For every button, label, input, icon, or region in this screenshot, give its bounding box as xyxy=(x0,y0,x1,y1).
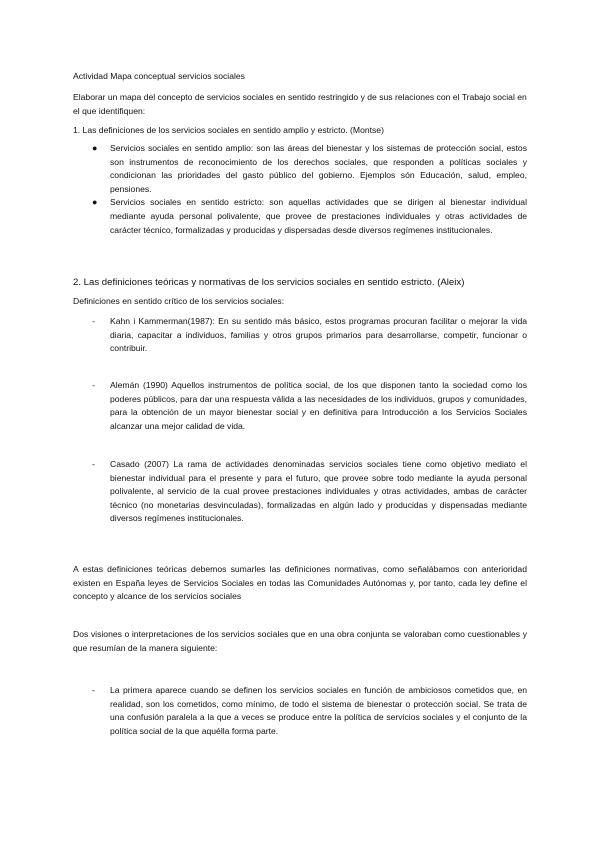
list-item-text: Servicios sociales en sentido estricto: son aquellas actividades que se dirigen al bienestar individual mediante ayuda personal polivalente, que provee de prestaciones individuales y otras actividades de carácter técnico, formalizadas y producidas y dispersadas desde diversos regímenes institucionales. xyxy=(110,197,527,235)
dash-marker: - xyxy=(92,459,95,469)
section2-subheading: Definiciones en sentido crítico de los servicios sociales: xyxy=(73,296,285,306)
bullet-marker: ● xyxy=(92,197,98,208)
list-item-text: Kahn i Kammerman(1987): En su sentido más básico, estos programas procuran facilitar o mejorar la vida diaria, capacitar a individuos, familias y otros grupos primarios para desarrollarse, competir, funcionar o contribuir. xyxy=(110,316,527,354)
section1-bullet-list xyxy=(92,142,527,237)
list-item xyxy=(92,315,527,356)
list-item xyxy=(92,142,527,196)
intro-paragraph: Elaborar un mapa del concepto de servicios sociales en sentido restringido y de sus relaciones con el Trabajo social en el que identifiquen: xyxy=(73,92,527,116)
definitions-list-item xyxy=(92,458,527,526)
definitions-list-item xyxy=(92,379,527,433)
dash-marker: - xyxy=(92,380,95,390)
definitions-list-item xyxy=(92,315,527,356)
section2-heading: 2. Las definiciones teóricas y normativas de los servicios sociales en sentido estricto. (Aleix) xyxy=(73,277,465,288)
normative-paragraph: A estas definiciones teóricas debemos sumarles las definiciones normativas, como señalábamos con anterioridad existen en España leyes de Servicios Sociales en todas las Comunidades Autónomas y, por tanto, cada ley define el concepto y alcance de los servicios sociales xyxy=(73,564,527,602)
dash-marker: - xyxy=(92,685,95,695)
list-item xyxy=(92,196,527,237)
list-item xyxy=(92,684,527,738)
dash-marker: - xyxy=(92,316,95,326)
list-item-text: Servicios sociales en sentido amplio: son las áreas del bienestar y los sistemas de protección social, estos son instrumentos de reconocimiento de los derechos sociales, que responden a políticas sociales y condicionan las prioridades del gasto público del gobierno. Ejemplos són Educación, salud, empleo, pensiones. xyxy=(110,143,527,194)
list-item xyxy=(92,458,527,526)
list-item-text: Alemán (1990) Aquellos instrumentos de política social, de los que disponen tanto la sociedad como los poderes públicos, para dar una respuesta válida a las necesidades de los individuos, grupos y comunidades, para la obtención de un mayor bienestar social y en definitiva para Introducción a los Servicios Sociales alcanzar una mejor calidad de vida. xyxy=(110,380,527,431)
visions-paragraph: Dos visiones o interpretaciones de los servicios sociales que en una obra conjunta se valoraban como cuestionables y que resumían de la manera siguiente: xyxy=(73,629,527,653)
section1-heading: 1. Las definiciones de los servicios sociales en sentido amplio y estricto. (Montse) xyxy=(73,125,384,135)
document-title: Actividad Mapa conceptual servicios sociales xyxy=(73,71,245,81)
bullet-marker: ● xyxy=(92,143,98,153)
list-item-text: La primera aparece cuando se definen los servicios sociales en función de ambiciosos cometidos que, en realidad, son los cometidos, como mínimo, de todo el sistema de bienestar o protección social. Se trata de una confusión paralela a la que a veces se produce entre la política de servicios sociales y el conjunto de la política social de la que aquélla forma parte. xyxy=(110,685,527,736)
list-item-text: Casado (2007) La rama de actividades denominadas servicios sociales tiene como objetivo mediato el bienestar individual para el presente y para el futuro, que provee sobre todo mediante la ayuda personal polivalente, al servicio de la cual provee prestaciones individuales y otras actividades, ambas de carácter técnico (no monetarias desvinculadas), formalizadas en algún lado y producidas y dispensadas mediante diversos regímenes institucionales. xyxy=(110,459,527,524)
list-item xyxy=(92,379,527,433)
visions-list xyxy=(92,684,527,738)
